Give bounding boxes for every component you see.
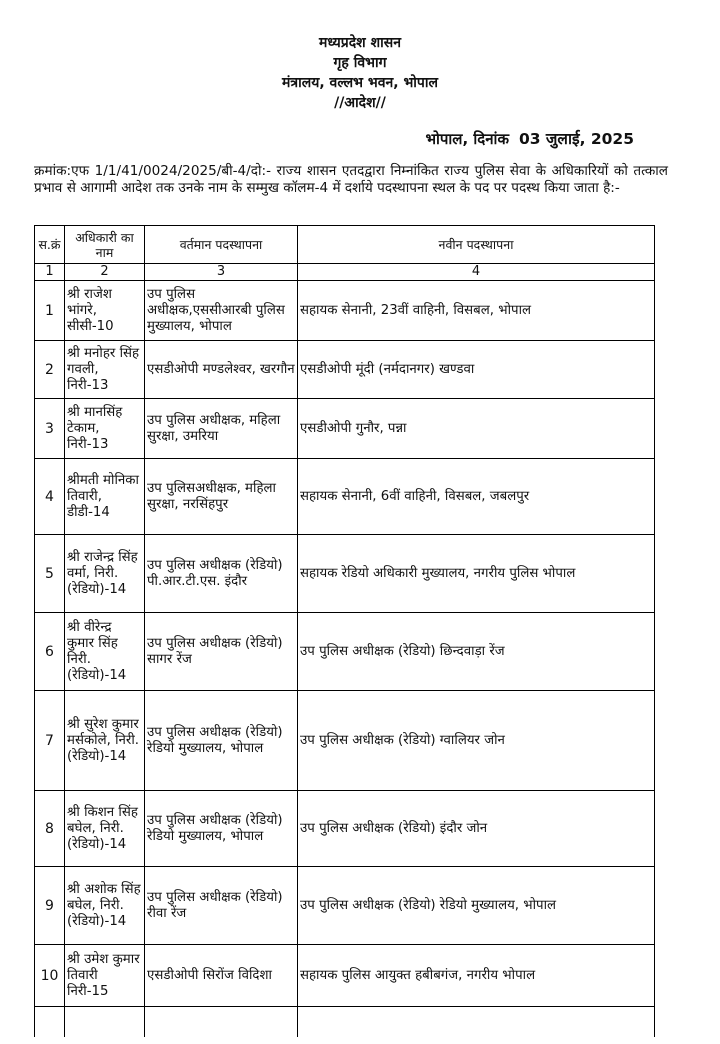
empty-cell — [65, 1007, 145, 1038]
column-number: 3 — [145, 264, 298, 281]
table-header-row — [35, 226, 655, 264]
serial-number-cell: 1 — [35, 281, 65, 341]
officer-name-cell: श्रीमती मोनिका तिवारी, डीडी-14 — [65, 459, 145, 535]
empty-cell — [145, 1007, 298, 1038]
current-posting-cell: एसडीओपी मण्डलेश्वर, खरगौन — [145, 341, 298, 399]
column-number-row — [35, 264, 655, 281]
new-posting-cell: सहायक सेनानी, 6वीं वाहिनी, विसबल, जबलपुर — [298, 459, 655, 535]
column-number: 2 — [65, 264, 145, 281]
serial-number-cell: 5 — [35, 535, 65, 613]
dateline-label: भोपाल, दिनांक — [425, 130, 509, 148]
header-serial: स.क्रं — [35, 226, 65, 264]
table-row — [35, 867, 655, 945]
officer-name-cell: श्री वीरेन्द्र कुमार सिंह निरी. (रेडियो)-14 — [65, 613, 145, 691]
officer-name-cell: श्री किशन सिंह बघेल, निरी. (रेडियो)-14 — [65, 791, 145, 867]
table-row — [35, 459, 655, 535]
table-row — [35, 399, 655, 459]
header-line-address: मंत्रालय, वल्लभ भवन, भोपाल — [282, 75, 438, 91]
new-posting-cell: सहायक सेनानी, 23वीं वाहिनी, विसबल, भोपाल — [298, 281, 655, 341]
posting-table — [34, 225, 655, 1037]
table-row — [35, 613, 655, 691]
current-posting-cell: उप पुलिस अधीक्षक (रेडियो) रेडियो मुख्यालय, भोपाल — [145, 791, 298, 867]
serial-number-cell: 10 — [35, 945, 65, 1007]
officer-name-cell: श्री मनोहर सिंह गवली, निरी-13 — [65, 341, 145, 399]
current-posting-cell: उप पुलिस अधीक्षक (रेडियो) पी.आर.टी.एस. इंदौर — [145, 535, 298, 613]
header-officer-name: अधिकारी का नाम — [65, 226, 145, 264]
serial-number-cell: 6 — [35, 613, 65, 691]
header-new-posting: नवीन पदस्थापना — [298, 226, 655, 264]
new-posting-cell: सहायक पुलिस आयुक्त हबीबगंज, नगरीय भोपाल — [298, 945, 655, 1007]
table-row-continued — [35, 1007, 655, 1038]
officer-name-cell: श्री अशोक सिंह बघेल, निरी. (रेडियो)-14 — [65, 867, 145, 945]
current-posting-cell: उप पुलिस अधीक्षक,एससीआरबी पुलिस मुख्यालय, भोपाल — [145, 281, 298, 341]
new-posting-cell: उप पुलिस अधीक्षक (रेडियो) छिन्दवाड़ा रेंज — [298, 613, 655, 691]
header-line-department: गृह विभाग — [333, 55, 387, 71]
officer-name-cell: श्री राजेश भांगरे, सीसी-10 — [65, 281, 145, 341]
column-number: 4 — [298, 264, 655, 281]
current-posting-cell: उप पुलिस अधीक्षक (रेडियो) रीवा रेंज — [145, 867, 298, 945]
current-posting-cell: एसडीओपी सिरोंज विदिशा — [145, 945, 298, 1007]
current-posting-cell: उप पुलिस अधीक्षक, महिला सुरक्षा, उमरिया — [145, 399, 298, 459]
new-posting-cell: उप पुलिस अधीक्षक (रेडियो) रेडियो मुख्यालय, भोपाल — [298, 867, 655, 945]
new-posting-cell: एसडीओपी गुनौर, पन्ना — [298, 399, 655, 459]
table-row — [35, 945, 655, 1007]
header-current-posting: वर्तमान पदस्थापना — [145, 226, 298, 264]
officer-name-cell: श्री मानसिंह टेकाम, निरी-13 — [65, 399, 145, 459]
new-posting-cell: उप पुलिस अधीक्षक (रेडियो) इंदौर जोन — [298, 791, 655, 867]
current-posting-cell: उप पुलिस अधीक्षक (रेडियो) रेडियो मुख्यालय, भोपाल — [145, 691, 298, 791]
table-row — [35, 691, 655, 791]
dateline — [425, 127, 634, 149]
table-row — [35, 341, 655, 399]
serial-number-cell: 7 — [35, 691, 65, 791]
officer-name-cell: श्री उमेश कुमार तिवारी निरी-15 — [65, 945, 145, 1007]
serial-number-cell: 2 — [35, 341, 65, 399]
new-posting-cell: सहायक रेडियो अधिकारी मुख्यालय, नगरीय पुलिस भोपाल — [298, 535, 655, 613]
serial-number-cell: 3 — [35, 399, 65, 459]
document-header — [0, 33, 720, 113]
officer-name-cell: श्री राजेन्द्र सिंह वर्मा, निरी. (रेडियो)-14 — [65, 535, 145, 613]
table-row — [35, 791, 655, 867]
table-row — [35, 535, 655, 613]
order-intro-paragraph: क्रमांक:एफ 1/1/41/0024/2025/बी-4/दो:- राज्य शासन एतदद्वारा निम्नांकित राज्य पुलिस सेवा के अधिकारियों को तत्काल प्रभाव से आगामी आदेश तक उनके नाम के सम्मुख कॉलम-4 में दर्शाये पदस्थापना स्थल के पद पर पदस्थ किया जाता है:- — [34, 163, 668, 196]
table-row — [35, 281, 655, 341]
current-posting-cell: उप पुलिसअधीक्षक, महिला सुरक्षा, नरसिंहपुर — [145, 459, 298, 535]
current-posting-cell: उप पुलिस अधीक्षक (रेडियो) सागर रेंज — [145, 613, 298, 691]
new-posting-cell: उप पुलिस अधीक्षक (रेडियो) ग्वालियर जोन — [298, 691, 655, 791]
dateline-date: 03 जुलाई, 2025 — [518, 130, 634, 148]
empty-cell — [35, 1007, 65, 1038]
officer-name-cell: श्री सुरेश कुमार मर्सकोले, निरी. (रेडियो)-14 — [65, 691, 145, 791]
serial-number-cell: 9 — [35, 867, 65, 945]
header-line-order: //आदेश// — [334, 95, 386, 111]
empty-cell — [298, 1007, 655, 1038]
header-line-government: मध्यप्रदेश शासन — [319, 35, 401, 51]
column-number: 1 — [35, 264, 65, 281]
serial-number-cell: 4 — [35, 459, 65, 535]
serial-number-cell: 8 — [35, 791, 65, 867]
new-posting-cell: एसडीओपी मूंदी (नर्मदानगर) खण्डवा — [298, 341, 655, 399]
